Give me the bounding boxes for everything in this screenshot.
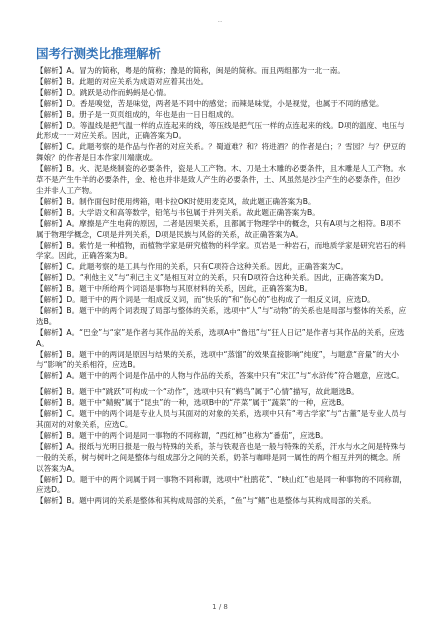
answer-paragraph: 【解析】B。题干中“鲭鲵”属于“昆虫”的一种，选项B中的“芹菜”属于“蔬菜”的一种，应选B。 bbox=[36, 398, 349, 408]
answer-paragraph: 【解析】A。摩擦是产生电荷的原因，二者是因果关系，且都属于物理学中的概念，只有A项与之相符。B项不属于物理学概念，C项是并列关系，D项是民族与风俗的关系，故正确答案为A。 bbox=[36, 218, 401, 239]
answer-paragraph: 【解析】D。题干中的两个词属于同一事物不同称谓，选项中“杜鹃花”、“映山红”也是同一种事物的不同称谓，应选D。 bbox=[36, 474, 407, 495]
answer-paragraph: 【解析】B。题干中所给两个词语是事物与其原材料的关系，因此，正确答案为B。 bbox=[36, 284, 313, 294]
answer-paragraph: 【解析】B。题干中的两词是原因与结果的关系，选项中“蒸馏”的效果直接影响“纯度”，与题意“音量”的大小与“影响”的关系相符，应选B。 bbox=[36, 349, 399, 370]
answer-paragraph: 【解析】B。紫竹是一种植物，而植物学家是研究植物的科学家。页岩是一种岩石，而地质学家是研究岩石的科学家。因此，正确答案为B。 bbox=[36, 240, 406, 261]
header-mark: ·· bbox=[217, 18, 223, 26]
answer-paragraph: 【解析】D。等温线是把气温一样的点连起来的线，等压线是把气压一样的点连起来的线。D项的温度、电压与此形成一一对应关系。因此，正确答案为D。 bbox=[36, 120, 405, 141]
answer-paragraph: 【解析】C。此题考察的是作品与作者的对应关系。？蜀道难？和？将进酒？的作者是白；？雪园？与？伊豆的舞娘？的作者是日本作家川端康成。 bbox=[36, 142, 406, 163]
answer-paragraph: 【解析】B。题干中的两个词表现了局部与整体的关系，选项中“人”与“动物”的关系也是局部与整体的关系，应选B。 bbox=[36, 305, 407, 326]
answer-paragraph: 【解析】D。跳跃是动作而蚂蚂是心情。 bbox=[36, 87, 171, 97]
answer-paragraph: 【解析】A。题干中的两个词是作品中的人物与作品的关系，答案中只有“宋江”与“水浒传”符合题意，应选C。 bbox=[36, 371, 404, 381]
answer-paragraph: 【解析】B。制作面包时使用烤箱，唱卡拉OK时使用麦克风，故此题正确答案为B。 bbox=[36, 196, 316, 206]
page-number: 1 / 8 bbox=[212, 603, 228, 611]
answer-paragraph: 【解析】D。题干中的两个词是一组成反义词，而“快乐的”和“伤心的”也构成了一组反义词，应选D。 bbox=[36, 295, 375, 305]
answer-paragraph: 【解析】D。香是嗅觉，苦是味觉，两者是不同中的感觉；而辣是味觉，小是视觉，也属于不同的感觉。 bbox=[36, 98, 384, 108]
answer-paragraph: 【解析】D。“利他主义”与“利己主义”是相互对立的关系，只有D项符合这种关系。因此，正确答案为D。 bbox=[36, 273, 389, 283]
answer-paragraph: 【解析】C。题干中的两个词是专业人员与其面对的对象的关系，选项中只有“考古学家”与“古董”是专业人员与其面对的对象关系，应选C。 bbox=[36, 409, 407, 429]
answer-paragraph: 【解析】A。冒为的简称，粤是的简称；豫是的简称，闽是的简称。而且两组都为一北一南。 bbox=[36, 66, 345, 75]
answer-paragraph: 【解析】B。题干中的两个词是同一事物的不同称谓，“西红柿”也称为“番茄”，应选B。 bbox=[36, 430, 328, 440]
answer-paragraph: 【解析】B。题干中“跳跃”可构成一个“动作”，选项中只有“鹈鸟”属于“心情”描写，故此题选B。 bbox=[36, 387, 359, 397]
answer-paragraph: 【解析】A。报纸与光明日报是一般与特殊的关系，茶与铁观音也是一般与特殊的关系，汗水与水之间是特殊与一般的关系，树与树叶之间是整体与组成部分之间的关系，奶茶与咖啡是同一属性的两个相互并列的概念。所以答案为A。 bbox=[36, 441, 406, 473]
answer-paragraph: 【解析】B。火、泥是烧制瓷的必要条件，瓷是人工产物。木、刀是土木雕的必要条件，且木雕是人工产物。水草不是产生牛羊的必要条件，金、枪也并非是致人产生的必要条件，土、风虽然是沙尘产生的必要条件，但沙尘并非人工产物。 bbox=[36, 164, 406, 195]
page-title: 国考行测类比推理解析 bbox=[36, 46, 162, 61]
answer-paragraph: 【解析】C。此题考察的是工具与作用的关系，只有C项符合这种关系。因此，正确答案为C。 bbox=[36, 262, 349, 272]
answer-paragraph: 【解析】B。此题的对应关系为成语对应着其出处。 bbox=[36, 76, 209, 86]
answer-paragraph: 【解析】B。册子是一页页组成的，年也是由一日日组成的。 bbox=[36, 109, 239, 119]
document-body bbox=[36, 66, 408, 507]
answer-paragraph: 【解析】B。题中两词的关系是整体和其构成局部的关系，“鱼”与“鳍”也是整体与其构成局部的关系。 bbox=[36, 496, 376, 506]
answer-paragraph: 【解析】A。“巴金”与“家”是作者与其作品的关系，选项A中“鲁迅”与“狂人日记”是作者与其作品的关系，应选A。 bbox=[36, 327, 405, 348]
answer-paragraph: 【解析】B。大学语文和高等数学，铅笔与书包属于并列关系。故此题正确答案为B。 bbox=[36, 207, 320, 217]
